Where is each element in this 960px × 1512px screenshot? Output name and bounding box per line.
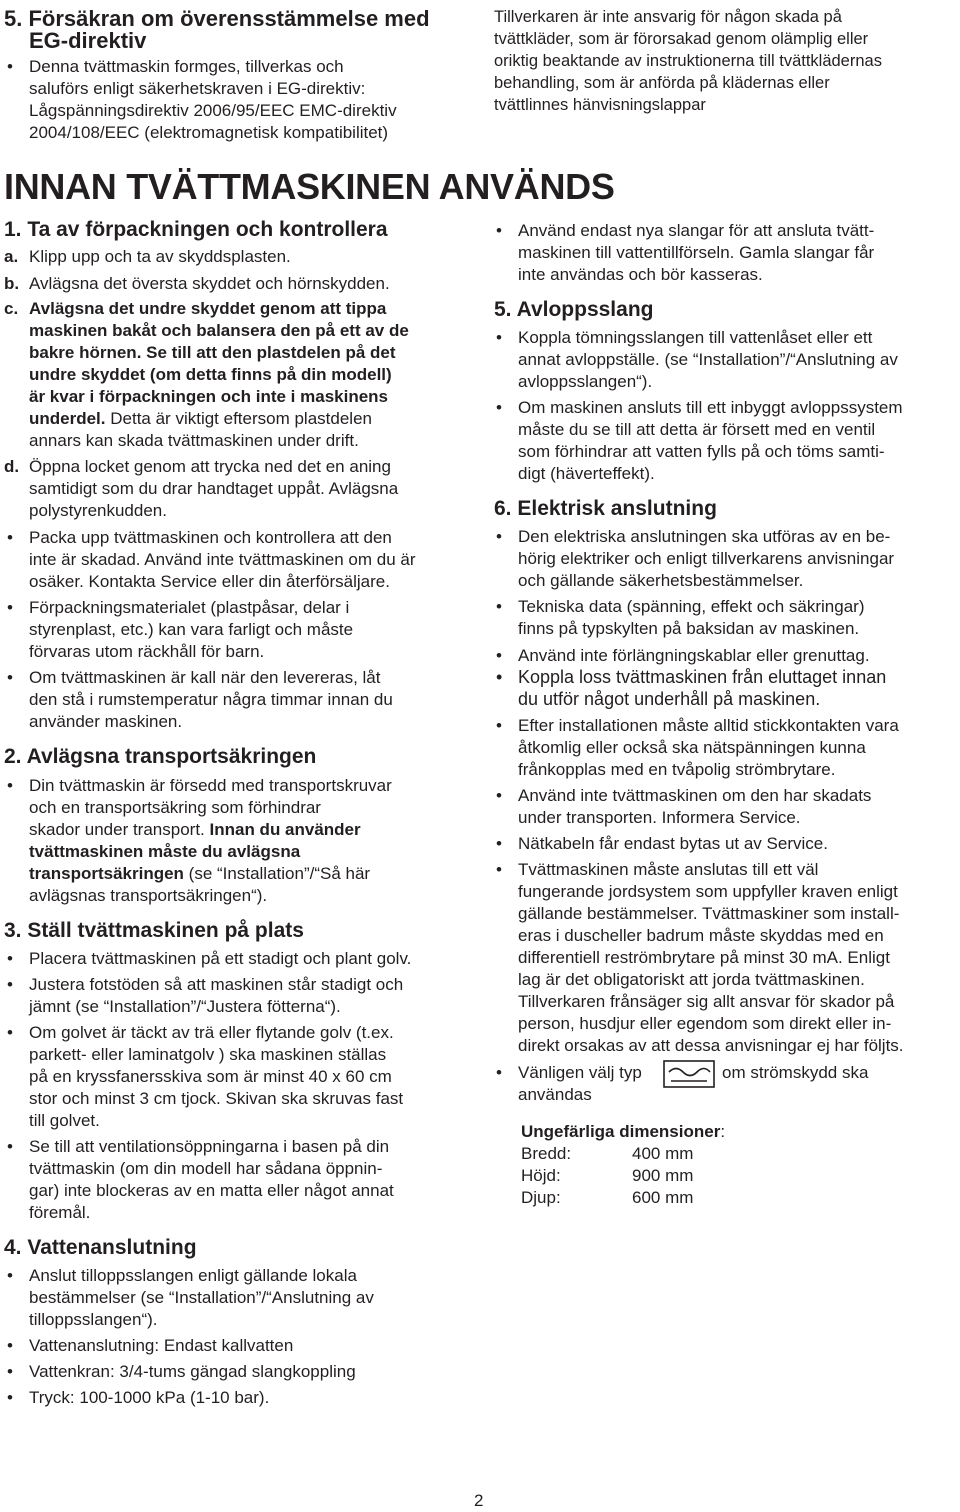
drain-bullet: som förhindrar att vatten fylls på och töms samti-	[518, 442, 885, 461]
step-d-text: samtidigt som du drar handtaget uppåt. Avlägsna	[29, 479, 399, 498]
placement-bullet: stor och minst 3 cm tjock. Skivan ska skruvas fast	[29, 1089, 404, 1108]
electric-bullet: direkt orsakas av att dessa anvisningar ej har följts.	[518, 1036, 904, 1055]
disclaimer-line: tvättkläder, som är förorsakad genom olämplig eller	[494, 30, 869, 48]
electric-bullet: • Använd inte tvättmaskinen om den har skadats	[518, 785, 871, 807]
step-c-warning: underdel.	[29, 409, 106, 428]
placement-bullet: gar) inte blockeras av en matta eller något annat	[29, 1181, 394, 1200]
unpack-bullet: osäker. Kontakta Service eller din återförsäljare.	[29, 572, 390, 591]
section-3-heading: 3. Ställ tvättmaskinen på plats	[4, 919, 304, 942]
electric-bullet: frånkopplas med en tvåpolig strömbrytare.	[518, 760, 836, 779]
step-c-note: annars kan skada tvättmaskinen under drift.	[29, 431, 359, 450]
transport-ref: (se “Installation”/“Så här	[188, 864, 371, 883]
unpack-bullet: inte är skadad. Använd inte tvättmaskinen om du är	[29, 550, 416, 569]
packaging-bullet: styrenplast, etc.) kan vara farligt och måste	[29, 620, 354, 639]
electric-bullet: fungerande jordsystem som uppfyller kraven enligt	[518, 882, 898, 901]
electric-bullet: hörig elektriker och enligt tillverkarens anvisningar	[518, 549, 895, 568]
electric-bullet: • Nätkabeln får endast bytas ut av Service.	[518, 833, 828, 855]
electric-bullet: finns på typskylten på baksidan av maskinen.	[518, 619, 860, 638]
electric-bullet: eras i duscheller badrum måste skyddas med en	[518, 926, 884, 945]
placement-bullet: till golvet.	[29, 1111, 100, 1130]
dimension-value: 900 mm	[632, 1166, 694, 1185]
step-d-text: Öppna locket genom att trycka ned det en aning	[29, 457, 391, 476]
placement-bullet: • Om golvet är täckt av trä eller flytande golv (t.ex.	[29, 1022, 394, 1044]
dimension-label: Höjd:	[521, 1166, 561, 1185]
dimension-row	[521, 1143, 693, 1165]
dimension-row	[521, 1165, 693, 1187]
electric-bullet: gällande bestämmelser. Tvättmaskiner som install-	[518, 904, 900, 923]
dimension-label: Bredd:	[521, 1144, 572, 1163]
water-bullet: tilloppsslangen“).	[29, 1310, 158, 1329]
disclaimer-line: tvättlinnes hänvisningslappar	[494, 96, 706, 114]
step-c-note: Detta är viktigt eftersom plastdelen	[110, 409, 372, 428]
step-c-warning: Se till att den plastdelen på det	[146, 343, 396, 362]
dimension-value: 400 mm	[632, 1144, 694, 1163]
rcd-type-text: användas	[518, 1085, 592, 1104]
packaging-bullet: förvaras utom räckhåll för barn.	[29, 642, 265, 661]
transport-text: • Din tvättmaskin är försedd med transportskruvar	[29, 775, 392, 797]
electric-bullet: • Efter installationen måste alltid stickkontakten vara	[518, 715, 899, 737]
placement-bullet: på en kryssfanersskiva som är minst 40 x 60 cm	[29, 1067, 392, 1086]
declaration-line: 2004/108/EEC (elektromagnetisk kompatibilitet)	[29, 123, 389, 142]
rcd-type-text: • Vänligen välj typ	[518, 1062, 642, 1084]
disclaimer-line: Tillverkaren är inte ansvarig för någon skada på	[494, 8, 842, 26]
step-c-text-line	[29, 408, 372, 430]
packaging-bullet: • Förpackningsmaterialet (plastpåsar, delar i	[29, 597, 349, 619]
step-c-text: Avlägsna det undre skyddet genom att tippa	[29, 299, 387, 318]
dimensions-colon: :	[720, 1122, 726, 1141]
declaration-line: • Denna tvättmaskin formges, tillverkas och	[29, 56, 344, 78]
hose-bullet: • Använd endast nya slangar för att ansluta tvätt-	[518, 220, 874, 242]
step-d-text: polystyrenkudden.	[29, 501, 167, 520]
placement-bullet: • Justera fotstöden så att maskinen står stadigt och	[29, 974, 403, 996]
placement-bullet: föremål.	[29, 1203, 91, 1222]
step-c-warning: undre skyddet (om detta finns på din modell)	[29, 365, 392, 384]
rcd-type-text: om strömskydd ska	[722, 1063, 869, 1082]
step-c-warning: är kvar i förpackningen och inte i maskinens	[29, 387, 389, 406]
transport-text-line	[29, 819, 361, 841]
section-6-heading: 6. Elektrisk anslutning	[494, 497, 717, 520]
drain-bullet: • Koppla tömningsslangen till vattenlåset eller ett	[518, 327, 872, 349]
declaration-line: saluförs enligt säkerhetskraven i EG-direktiv:	[29, 79, 366, 98]
transport-text: skador under transport.	[29, 820, 205, 839]
placement-bullet: tvättmaskin (om din modell har sådana öppnin-	[29, 1159, 383, 1178]
dimension-row	[521, 1187, 693, 1209]
cold-bullet: använder maskinen.	[29, 712, 183, 731]
water-bullet: bestämmelser (se “Installation”/“Anslutning av	[29, 1288, 374, 1307]
step-c-marker: c.	[4, 299, 19, 318]
step-b-text: Avlägsna det översta skyddet och hörnskydden.	[29, 274, 390, 293]
transport-text: och en transportsäkring som förhindrar	[29, 798, 321, 817]
water-bullet: • Anslut tilloppsslangen enligt gällande lokala	[29, 1265, 357, 1287]
page-number: 2	[474, 1491, 484, 1510]
electric-bullet: • Den elektriska anslutningen ska utföras av en be-	[518, 526, 890, 548]
placement-bullet: • Placera tvättmaskinen på ett stadigt och plant golv.	[29, 948, 411, 970]
electric-bullet: lag är det obligatoriskt att jorda tvättmaskinen.	[518, 970, 865, 989]
water-bullet: • Vattenkran: 3/4-tums gängad slangkoppling	[29, 1361, 356, 1383]
electric-bullet: Tillverkaren frånsäger sig allt ansvar för skador på	[518, 992, 895, 1011]
electric-bullet: under transporten. Informera Service.	[518, 808, 801, 827]
declaration-heading-line1: 5. Försäkran om överensstämmelse med	[4, 6, 430, 31]
drain-bullet: avloppsslangen“).	[518, 372, 653, 391]
electric-bullet-large: du utför något underhåll på maskinen.	[518, 689, 821, 709]
placement-bullet: parkett- eller laminatgolv ) ska maskinen ställas	[29, 1045, 387, 1064]
cold-bullet: • Om tvättmaskinen är kall när den levereras, låt	[29, 667, 380, 689]
transport-ref: avlägsnas transportsäkringen“).	[29, 886, 268, 905]
electric-bullet-large: • Koppla loss tvättmaskinen från eluttaget innan	[518, 666, 886, 688]
water-bullet: • Tryck: 100-1000 kPa (1-10 bar).	[29, 1387, 269, 1409]
step-b-marker: b.	[4, 274, 20, 293]
step-d-marker: d.	[4, 457, 20, 476]
electric-bullet: och gällande säkerhetsbestämmelser.	[518, 571, 804, 590]
cold-bullet: den stå i rumstemperatur några timmar innan du	[29, 690, 393, 709]
placement-bullet: • Se till att ventilationsöppningarna i basen på din	[29, 1136, 389, 1158]
rcd-type-symbol-icon	[663, 1060, 715, 1088]
drain-bullet: måste du se till att detta är försett med en ventil	[518, 420, 876, 439]
electric-bullet: person, husdjur eller egendom som direkt eller in-	[518, 1014, 892, 1033]
drain-bullet: digt (häverteffekt).	[518, 464, 655, 483]
disclaimer-line: oriktig beaktande av instruktionerna till tvättklädernas	[494, 52, 882, 70]
electric-bullet: • Använd inte förlängningskablar eller grenuttag.	[518, 645, 870, 667]
section-5-heading: 5. Avloppsslang	[494, 298, 654, 321]
hose-bullet: inte användas och bör kasseras.	[518, 265, 763, 284]
dimensions-title: Ungefärliga dimensioner	[521, 1122, 721, 1141]
step-c-text: maskinen bakåt och balansera den på ett av de	[29, 321, 409, 340]
water-bullet: • Vattenanslutning: Endast kallvatten	[29, 1335, 293, 1357]
electric-bullet: • Tvättmaskinen måste anslutas till ett väl	[518, 859, 818, 881]
declaration-line: Lågspänningsdirektiv 2006/95/EEC EMC-direktiv	[29, 101, 397, 120]
step-a-text: Klipp upp och ta av skyddsplasten.	[29, 247, 291, 266]
section-1-heading: 1. Ta av förpackningen och kontrollera	[4, 218, 388, 241]
section-2-heading: 2. Avlägsna transportsäkringen	[4, 745, 317, 768]
dimension-label: Djup:	[521, 1188, 561, 1207]
step-c-text: bakre hörnen.	[29, 343, 142, 362]
electric-bullet: åtkomlig eller också ska nätspänningen kunna	[518, 738, 866, 757]
unpack-bullet: • Packa upp tvättmaskinen och kontrollera att den	[29, 527, 392, 549]
transport-warning: transportsäkringen	[29, 864, 184, 883]
transport-warning: Innan du använder	[209, 820, 361, 839]
drain-bullet: annat avloppställe. (se “Installation”/“Anslutning av	[518, 350, 898, 369]
declaration-heading-line2: EG-direktiv	[29, 28, 147, 53]
transport-warning: tvättmaskinen måste du avlägsna	[29, 842, 301, 861]
step-a-marker: a.	[4, 247, 19, 266]
dimensions-title-line	[521, 1121, 725, 1143]
hose-bullet: maskinen till vattentillförseln. Gamla slangar får	[518, 243, 875, 262]
transport-text-line	[29, 863, 370, 885]
drain-bullet: • Om maskinen ansluts till ett inbyggt avloppssystem	[518, 397, 903, 419]
page-title: INNAN TVÄTTMASKINEN ANVÄNDS	[4, 166, 615, 207]
dimension-value: 600 mm	[632, 1188, 694, 1207]
disclaimer-line: behandling, som är anförda på klädernas eller	[494, 74, 830, 92]
electric-bullet: differentiell reströmbrytare på minst 30 mA. Enligt	[518, 948, 890, 967]
section-4-heading: 4. Vattenanslutning	[4, 1236, 197, 1259]
step-c-text-line	[29, 342, 396, 364]
electric-bullet: • Tekniska data (spänning, effekt och säkringar)	[518, 596, 865, 618]
placement-bullet: jämnt (se “Installation”/“Justera fötterna“).	[29, 997, 341, 1016]
